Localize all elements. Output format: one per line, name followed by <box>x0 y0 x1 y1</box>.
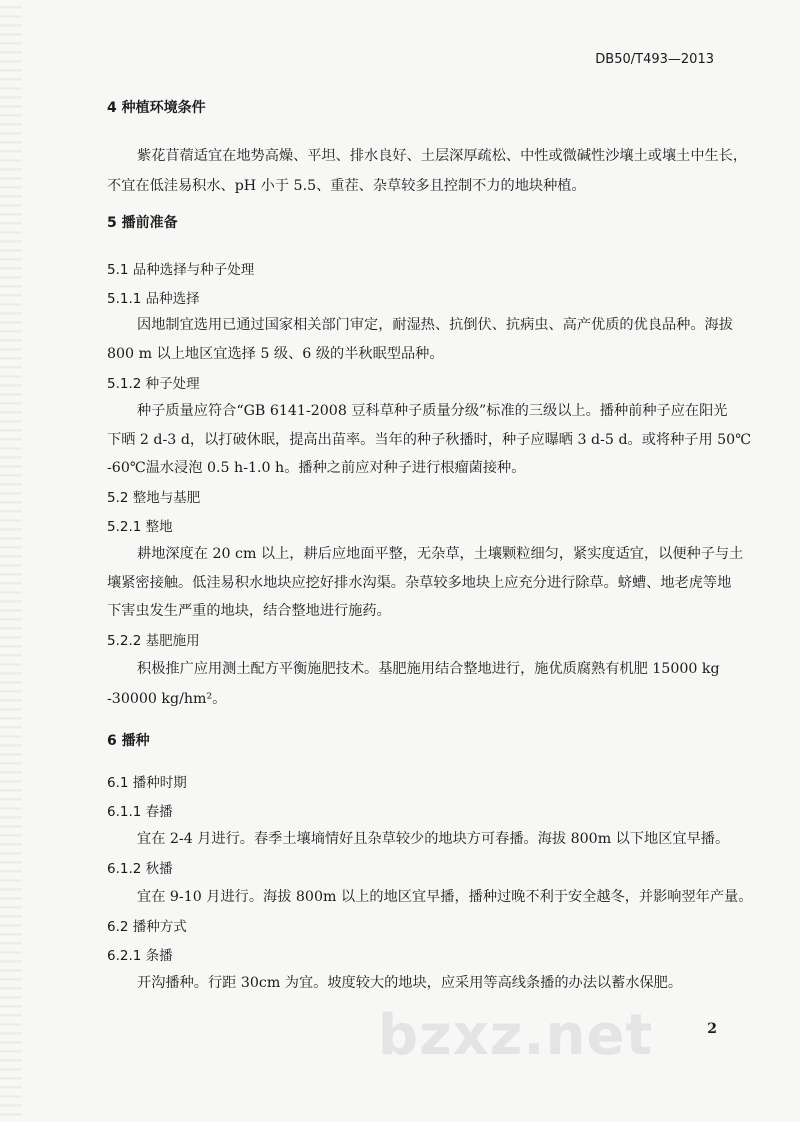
section-5-title: 5 播前准备 <box>107 215 178 231</box>
section-4-title: 4 种植环境条件 <box>107 100 206 116</box>
section-5-1-2-title: 5.1.2 种子处理 <box>107 376 200 392</box>
section-5-2-1-text: 下害虫发生严重的地块，结合整地进行施药。 <box>107 603 391 619</box>
section-5-1-title: 5.1 品种选择与种子处理 <box>107 262 255 278</box>
section-5-1-2-text: 种子质量应符合“GB 6141-2008 豆科草种子质量分级”标准的三级以上。播种前种子应在阳光 <box>137 403 728 419</box>
section-4-text: 不宜在低洼易积水、pH 小于 5.5、重茬、杂草较多且控制不力的地块种植。 <box>107 178 586 194</box>
section-5-1-2-text: -60℃温水浸泡 0.5 h-1.0 h。播种之前应对种子进行根瘤菌接种。 <box>107 460 526 476</box>
section-5-2-2-text: 积极推广应用测土配方平衡施肥技术。基肥施用结合整地进行，施优质腐熟有机肥 15000 kg <box>137 661 720 677</box>
watermark: bzxz.net <box>378 1003 654 1068</box>
section-5-2-title: 5.2 整地与基肥 <box>107 490 201 506</box>
section-5-1-1-text: 800 m 以上地区宜选择 5 级、6 级的半秋眠型品种。 <box>107 346 444 362</box>
section-6-2-1-title: 6.2.1 条播 <box>107 948 173 964</box>
section-6-1-1-title: 6.1.1 春播 <box>107 804 173 820</box>
section-5-2-2-title: 5.2.2 基肥施用 <box>107 633 200 649</box>
scan-binding-edge <box>0 0 22 1122</box>
section-6-1-title: 6.1 播种时期 <box>107 775 187 791</box>
section-5-2-2-text: -30000 kg/hm²。 <box>107 691 227 707</box>
standard-code: DB50/T493—2013 <box>595 52 714 67</box>
section-6-2-title: 6.2 播种方式 <box>107 919 187 935</box>
page-number: 2 <box>707 1021 717 1037</box>
section-6-1-1-text: 宜在 2-4 月进行。春季土壤墒情好且杂草较少的地块方可春播。海拔 800m 以下地区宜早播。 <box>137 831 730 847</box>
section-5-1-2-text: 下晒 2 d-3 d，以打破休眠，提高出苗率。当年的种子秋播时，种子应曝晒 3 d-5 d。或将种子用 50℃ <box>107 432 752 448</box>
section-5-1-1-text: 因地制宜选用已通过国家相关部门审定，耐湿热、抗倒伏、抗病虫、高产优质的优良品种。海拔 <box>137 317 733 333</box>
section-5-2-1-text: 耕地深度在 20 cm 以上，耕后应地面平整，无杂草，土壤颗粒细匀，紧实度适宜，以便种子与土 <box>137 546 744 562</box>
section-4-text: 紫花苜蓿适宜在地势高燥、平坦、排水良好、土层深厚疏松、中性或微碱性沙壤土或壤土中生长， <box>137 148 748 164</box>
section-6-1-2-title: 6.1.2 秋播 <box>107 861 173 877</box>
section-5-2-1-title: 5.2.1 整地 <box>107 519 173 535</box>
section-5-1-1-title: 5.1.1 品种选择 <box>107 291 200 307</box>
section-6-2-1-text: 开沟播种。行距 30cm 为宜。坡度较大的地块，应采用等高线条播的办法以蓄水保肥。 <box>137 975 683 991</box>
section-6-1-2-text: 宜在 9-10 月进行。海拔 800m 以上的地区宜早播，播种过晚不利于安全越冬，并影响翌年产量。 <box>137 889 753 905</box>
section-5-2-1-text: 壤紧密接触。低洼易积水地块应挖好排水沟渠。杂草较多地块上应充分进行除草。蛴螬、地老虎等地 <box>107 575 732 591</box>
section-6-title: 6 播种 <box>107 733 150 749</box>
